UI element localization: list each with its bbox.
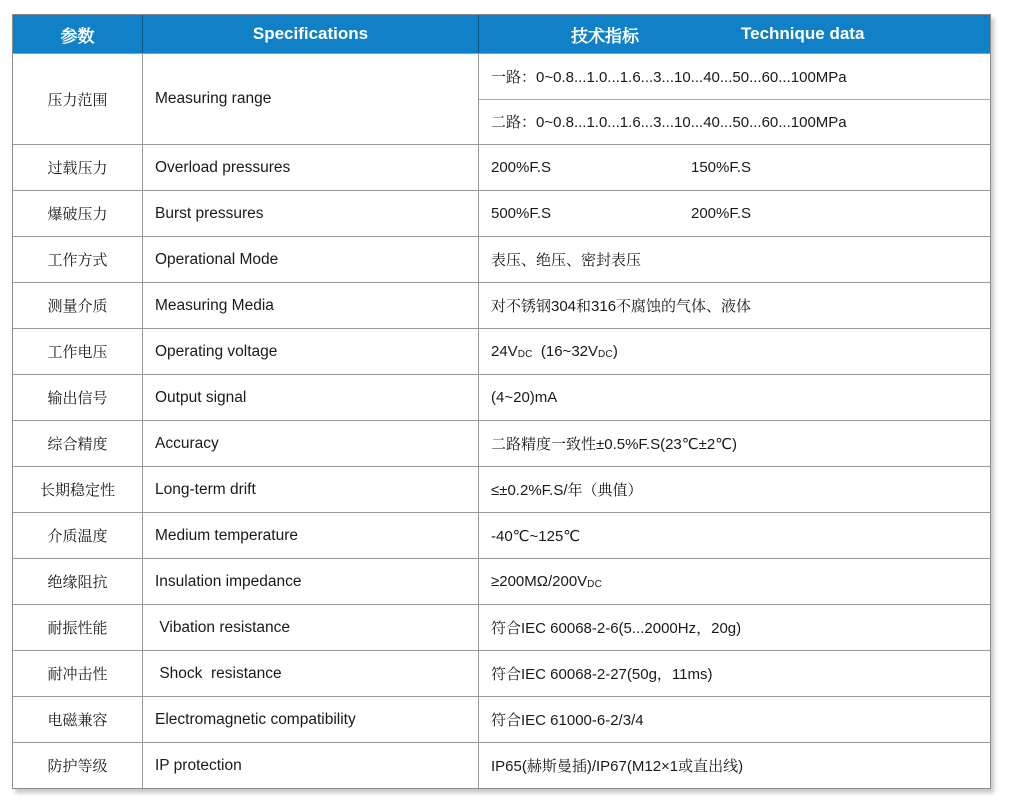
header-cell-specifications <box>143 15 479 53</box>
spec-label: Shock resistance <box>155 664 282 682</box>
header-tech-en-label: Technique data <box>741 24 865 43</box>
value-part: 200%F.S <box>491 159 552 176</box>
table-row <box>13 696 990 742</box>
value-cell <box>479 697 990 742</box>
value-text: 表压、绝压、密封表压 <box>491 252 642 269</box>
value-text: 符合IEC 60068-2-6(5...2000Hz，20g) <box>491 620 742 637</box>
value-text <box>491 573 602 590</box>
value-subscript: DC <box>587 579 603 590</box>
param-cell <box>13 329 143 374</box>
spec-cell <box>143 145 479 190</box>
value-text: (4~20)mA <box>491 389 558 406</box>
param-label: 防护等级 <box>47 758 108 775</box>
value-cell <box>479 191 990 236</box>
param-cell <box>13 697 143 742</box>
param-label: 测量介质 <box>47 298 108 315</box>
table-row <box>13 466 990 512</box>
spec-label: IP protection <box>155 756 242 774</box>
value-segment: ≥200MΩ/200V <box>491 573 588 590</box>
value-text: 符合IEC 61000-6-2/3/4 <box>491 712 644 729</box>
spec-label: Medium temperature <box>155 526 299 544</box>
value-cell <box>479 559 990 604</box>
spec-label: Output signal <box>155 388 247 406</box>
spec-label: Measuring range <box>155 90 272 107</box>
value-cell <box>479 651 990 696</box>
spec-cell <box>143 513 479 558</box>
table-row <box>13 604 990 650</box>
spec-label: Insulation impedance <box>155 572 302 590</box>
table-row <box>13 53 990 144</box>
param-label: 输出信号 <box>47 390 108 407</box>
value-text: -40℃~125℃ <box>491 527 581 545</box>
param-label: 耐冲击性 <box>47 666 108 683</box>
table-row <box>13 558 990 604</box>
specifications-table <box>12 14 991 789</box>
value-segment: 24V <box>491 343 518 360</box>
param-cell <box>13 421 143 466</box>
param-cell <box>13 54 143 144</box>
value-cell <box>479 513 990 558</box>
spec-label: Measuring Media <box>155 296 274 314</box>
spec-label: Accuracy <box>155 434 219 452</box>
param-cell <box>13 605 143 650</box>
spec-label: Operating voltage <box>155 342 278 360</box>
header-tech-cn-label: 技术指标 <box>571 26 639 46</box>
value-text: 二路精度一致性±0.5%F.S(23℃±2℃) <box>491 436 738 453</box>
spec-label: Long-term drift <box>155 480 256 498</box>
header-specifications-label: Specifications <box>252 24 369 43</box>
table-row <box>13 420 990 466</box>
table-row <box>13 328 990 374</box>
table-row <box>13 144 990 190</box>
header-param-label: 参数 <box>60 26 95 46</box>
table-row <box>13 374 990 420</box>
spec-cell <box>143 605 479 650</box>
param-cell <box>13 237 143 282</box>
table-row <box>13 742 990 788</box>
value-cell <box>479 329 990 374</box>
value-text: 符合IEC 60068-2-27(50g，11ms) <box>491 666 713 683</box>
table-row <box>13 236 990 282</box>
value-part: 500%F.S <box>491 205 552 222</box>
value-part: 200%F.S <box>691 205 752 222</box>
param-label: 压力范围 <box>47 91 108 109</box>
spec-cell <box>143 237 479 282</box>
value-line: 二路：0~0.8...1.0...1.6...3...10...40...50...60...100MPa <box>479 99 990 145</box>
table-body <box>13 53 990 788</box>
value-text: 对不锈钢304和316不腐蚀的气体、液体 <box>491 298 752 315</box>
value-cell <box>479 54 990 144</box>
param-cell <box>13 283 143 328</box>
value-segment: (16~32V <box>532 343 599 360</box>
param-cell <box>13 467 143 512</box>
value-text <box>491 343 618 360</box>
param-cell <box>13 375 143 420</box>
param-label: 介质温度 <box>47 528 108 545</box>
value-cell <box>479 605 990 650</box>
spec-label: Burst pressures <box>155 204 264 222</box>
param-label: 绝缘阻抗 <box>47 574 108 591</box>
param-cell <box>13 651 143 696</box>
spec-label: Electromagnetic compatibility <box>155 710 356 728</box>
spec-label: Vibation resistance <box>155 618 290 636</box>
value-cell <box>479 237 990 282</box>
value-cell <box>479 467 990 512</box>
value-text: ≤±0.2%F.S/年（典值） <box>491 482 643 499</box>
param-label: 综合精度 <box>47 436 108 453</box>
param-label: 长期稳定性 <box>39 482 115 499</box>
table-row <box>13 190 990 236</box>
param-cell <box>13 559 143 604</box>
spec-label: Operational Mode <box>155 250 279 268</box>
spec-cell <box>143 743 479 788</box>
value-subscript: DC <box>517 349 533 360</box>
value-text: IP65(赫斯曼插)/IP67(M12×1或直出线) <box>491 758 744 775</box>
spec-cell <box>143 329 479 374</box>
param-cell <box>13 513 143 558</box>
param-label: 工作电压 <box>47 344 108 361</box>
param-label: 耐振性能 <box>47 620 108 637</box>
value-part: 150%F.S <box>691 159 752 176</box>
param-label: 电磁兼容 <box>47 712 108 729</box>
value-cell <box>479 375 990 420</box>
value-cell <box>479 283 990 328</box>
value-cell <box>479 421 990 466</box>
spec-cell <box>143 375 479 420</box>
param-cell <box>13 145 143 190</box>
spec-cell <box>143 283 479 328</box>
value-cell <box>479 743 990 788</box>
spec-cell <box>143 697 479 742</box>
spec-cell <box>143 421 479 466</box>
header-cell-technique-data <box>479 15 990 53</box>
spec-cell <box>143 191 479 236</box>
spec-cell <box>143 559 479 604</box>
spec-label: Overload pressures <box>155 158 291 176</box>
param-cell <box>13 191 143 236</box>
table-row <box>13 512 990 558</box>
value-cell <box>479 145 990 190</box>
value-subscript: DC <box>598 349 613 360</box>
table-row <box>13 650 990 696</box>
spec-cell <box>143 54 479 144</box>
spec-cell <box>143 651 479 696</box>
table-row <box>13 282 990 328</box>
param-label: 过载压力 <box>47 160 108 177</box>
param-label: 爆破压力 <box>47 206 108 223</box>
value-segment: ) <box>612 343 618 360</box>
value-line: 一路：0~0.8...1.0...1.6...3...10...40...50...60...100MPa <box>491 68 847 86</box>
param-cell <box>13 743 143 788</box>
header-cell-param <box>13 15 143 53</box>
table-header-row <box>13 15 990 53</box>
param-label: 工作方式 <box>47 252 108 269</box>
spec-cell <box>143 467 479 512</box>
